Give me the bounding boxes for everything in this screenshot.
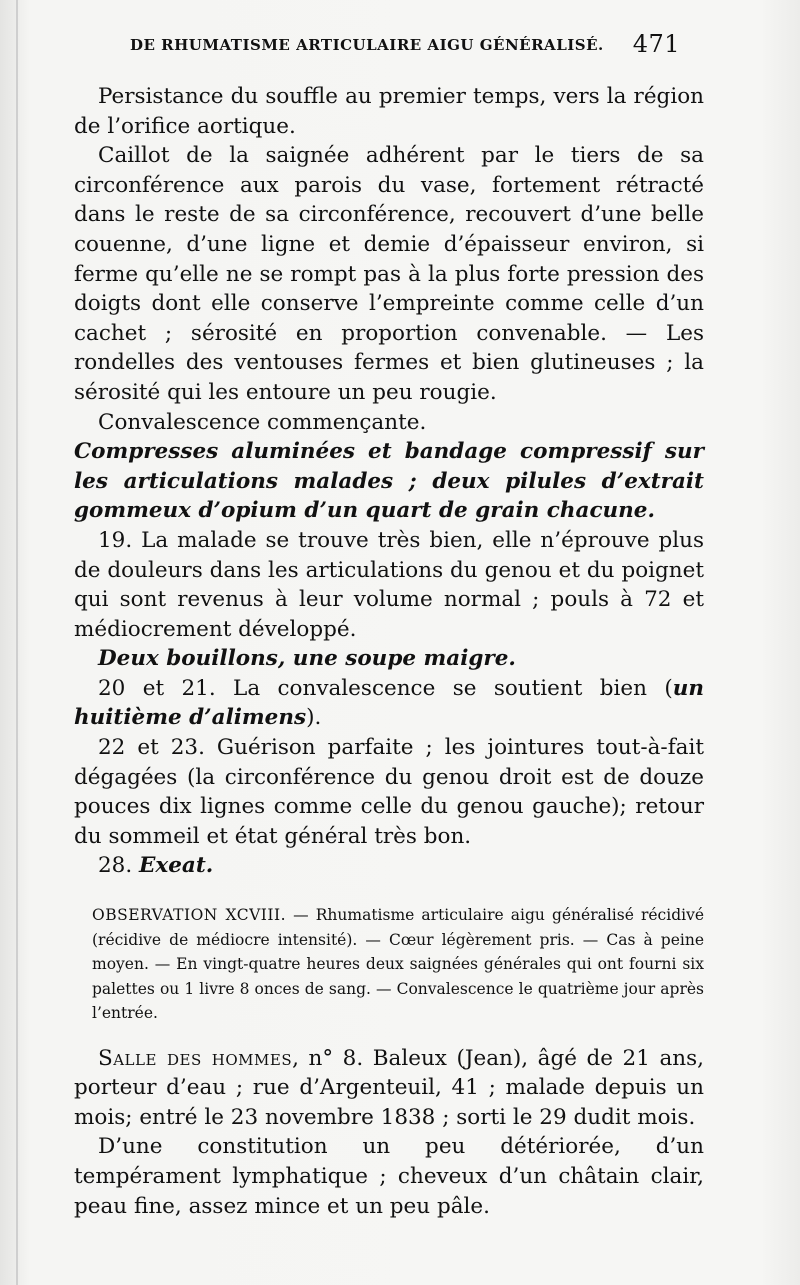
observation-text: — Rhumatisme articulaire aigu généralisé récidivé (récidive de médiocre intensité). — Cœur légèrement pris. — Cas à peine moyen. — En vingt-quatre heures deux saignées générales qui ont fourni six palettes ou 1 livre 8 onces de sang. — Convalescence le quatrième jour après l’entrée. [92, 906, 704, 1023]
day-20-21-text: 20 et 21. La convalescence se soutient bien ( [98, 675, 673, 701]
ward-label: Salle des hommes [98, 1045, 293, 1071]
running-header [130, 30, 680, 58]
paragraph-day-28 [74, 851, 704, 881]
running-title: DE RHUMATISME ARTICULAIRE AIGU GÉNÉRALISÉ. [130, 36, 604, 54]
paragraph-diet: Deux bouillons, une soupe maigre. [98, 646, 516, 672]
page-body [74, 82, 704, 1221]
day-20-21-close: ). [306, 705, 322, 731]
paragraph-day-22-23: 22 et 23. Guérison parfaite ; les jointures tout-à-fait dégagées (la circonférence du genou droit est de douze pouces dix lignes comme celle du genou gauche); retour du sommeil et état général très bon. [74, 735, 704, 849]
day-28-number: 28. [98, 853, 140, 879]
paragraph-convalescence: Convalescence commençante. [98, 409, 427, 435]
page-gutter-edge [16, 0, 18, 1285]
paragraph-case-intro [74, 1044, 704, 1133]
observation-label: OBSERVATION XCVIII. [92, 906, 287, 925]
paragraph-treatment: Compresses aluminées et bandage compressif sur les articulations malades ; deux pilules d’extrait gommeux d’opium d’un quart de grain chacune. [74, 439, 704, 524]
observation-summary [74, 903, 704, 1026]
paragraph-day-19: 19. La malade se trouve très bien, elle n’éprouve plus de douleurs dans les articulations du genou et du poignet qui sont revenus à leur volume normal ; pouls à 72 et médiocrement développé. [74, 527, 704, 642]
case-details: , n° 8. Baleux (Jean), âgé de 21 ans, porteur d’eau ; rue d’Argenteuil, 41 ; malade depuis un mois; entré le 23 novembre 1838 ; sorti le 29 dudit mois. [74, 1045, 704, 1130]
page-number: 471 [632, 30, 680, 58]
paragraph-caillot: Caillot de la saignée adhérent par le tiers de sa circonférence aux parois du vase, fortement rétracté dans le reste de sa circonférence, recouvert d’une belle couenne, d’une ligne et demie d’épaisseur environ, si ferme qu’elle ne se rompt pas à la plus forte pression des doigts dont elle conserve l’empreinte comme celle d’un cachet ; sérosité en proportion convenable. — Les rondelles des ventouses fermes et bien glutineuses ; la sérosité qui les entoure un peu rougie. [74, 143, 704, 405]
paragraph-constitution: D’une constitution un peu détériorée, d’un tempérament lymphatique ; cheveux d’un châtain clair, peau fine, assez mince et un peu pâle. [74, 1134, 704, 1219]
day-28-exeat: Exeat. [139, 853, 214, 879]
paragraph-souffle: Persistance du souffle au premier temps, vers la région de l’orifice aortique. [74, 84, 704, 139]
paragraph-day-20-21 [74, 674, 704, 733]
day-20-21-diet: un huitième d’alimens [74, 675, 704, 731]
